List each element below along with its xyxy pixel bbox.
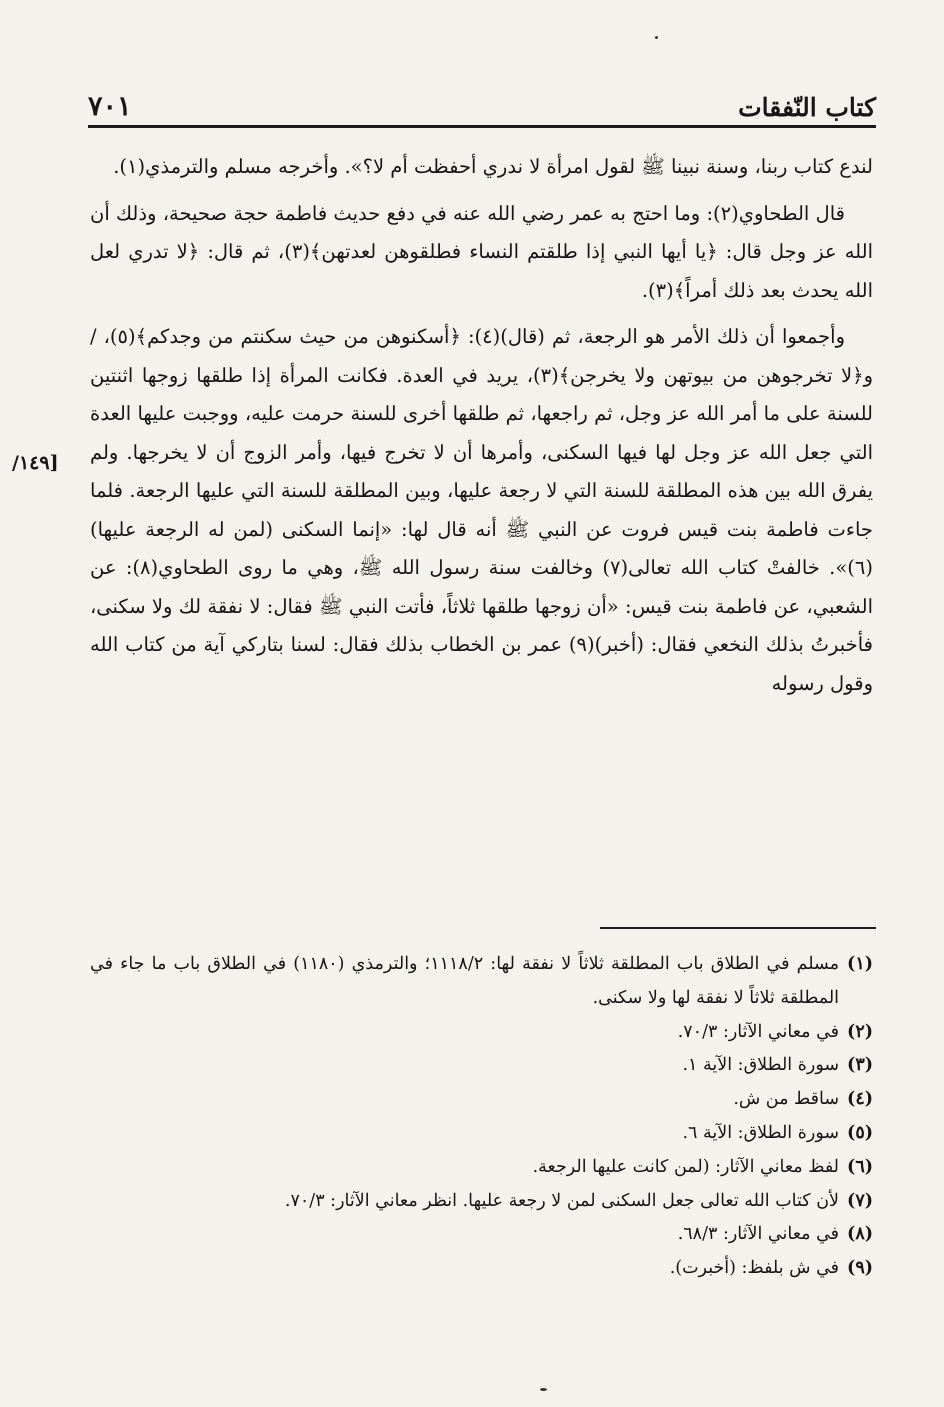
footnote [90, 1252, 873, 1286]
header-rule [88, 125, 876, 128]
paragraph: وأجمعوا أن ذلك الأمر هو الرجعة، ثم (قال)(٤): ﴿أسكنوهن من حيث سكنتم من وجدكم﴾(٥)، / و﴿لا تخرجوهن من بيوتهن ولا يخرجن﴾(٣)، يريد في العدة. فكانت المرأة إذا طلقها زوجها اثنتين للسنة على ما أمر الله عز وجل، ثم راجعها، ثم طلقها أخرى للسنة حرمت عليه، ووجبت عليها العدة التي جعل الله عز وجل لها فيها السكنى، وأمرها أن لا تخرج فيها، وأمر الزوج أن لا يخرجها. ولم يفرق الله بين هذه المطلقة للسنة التي لا رجعة عليها، وبين المطلقة للسنة التي عليها الرجعة. فلما جاءت فاطمة بنت قيس فروت عن النبي ﷺ أنه قال لها: «إنما السكنى (لمن له الرجعة عليها)(٦)». خالفتْ كتاب الله تعالى(٧) وخالفت سنة رسول الله ﷺ، وهي ما روى الطحاوي(٨): عن الشعبي، عن فاطمة بنت قيس: «أن زوجها طلقها ثلاثاً، فأتت النبي ﷺ فقال: لا نفقة لك ولا سكنى، فأخبرتُ بذلك النخعي فقال: (أخبر)(٩) عمر بن الخطاب بذلك فقال: لسنا بتاركي آية من كتاب الله وقول رسوله [90, 325, 874, 695]
footnote-number: (٢) [847, 1021, 873, 1042]
scan-speck [655, 36, 658, 39]
footnote-text: في معاني الآثار: ٧٠/٣. [677, 1021, 840, 1042]
footnote-number: (١) [847, 954, 873, 974]
paragraph: قال الطحاوي(٢): وما احتج به عمر رضي الله عنه في دفع حديث فاطمة حجة صحيحة، وذلك أن الله عز وجل قال: ﴿يا أيها النبي إذا طلقتم النساء فطلقوهن لعدتهن﴾(٣)، ثم قال: ﴿لا تدري لعل الله يحدث بعد ذلك أمراً﴾(٣). [90, 201, 873, 302]
running-header [88, 84, 876, 122]
main-text [90, 148, 873, 711]
paragraph: لندع كتاب ربنا، وسنة نبينا ﷺ لقول امرأة لا ندري أحفظت أم لا؟». وأخرجه مسلم والترمذي(١). [113, 155, 873, 178]
footnote-text: سورة الطلاق: الآية ١. [682, 1055, 840, 1076]
footnote-number: (٦) [847, 1156, 873, 1177]
footnote [90, 948, 873, 1016]
book-title: كتاب النّفقات [738, 93, 876, 122]
footnote-number: (٧) [847, 1190, 873, 1211]
footnote [90, 1185, 873, 1219]
footnote [90, 1083, 873, 1117]
margin-manuscript-reference: [١٤٩/ [12, 452, 59, 474]
footnote-number: (٣) [847, 1055, 873, 1076]
footnote [90, 1151, 873, 1185]
footnote-separator [600, 927, 876, 929]
footnote-text: لفظ معاني الآثار: (لمن كانت عليها الرجعة. [532, 1156, 840, 1177]
footnote-text: سورة الطلاق: الآية ٦. [682, 1122, 840, 1143]
page-number: ٧٠١ [88, 91, 132, 122]
footnote [90, 1218, 873, 1252]
footnote-number: (٩) [847, 1258, 873, 1279]
footnote-number: (٤) [847, 1089, 873, 1110]
footnote [90, 1117, 873, 1151]
footnotes [90, 948, 873, 1286]
footnote-number: (٥) [847, 1122, 873, 1143]
footnote [90, 1049, 873, 1083]
footnote-text: مسلم في الطلاق باب المطلقة ثلاثاً لا نفقة لها: ١١١٨/٢؛ والترمذي (١١٨٠) في الطلاق باب ما جاء في المطلقة ثلاثاً لا نفقة لها ولا سكنى. [90, 954, 840, 1008]
scan-speck [540, 1388, 547, 1391]
footnote [90, 1016, 873, 1050]
footnote-number: (٨) [847, 1224, 873, 1245]
footnote-text: في معاني الآثار: ٦٨/٣. [677, 1224, 840, 1245]
footnote-text: ساقط من ش. [733, 1089, 840, 1110]
footnote-text: لأن كتاب الله تعالى جعل السكنى لمن لا رجعة عليها. انظر معاني الآثار: ٧٠/٣. [284, 1190, 840, 1211]
footnote-text: في ش بلفظ: (أخبرت). [669, 1258, 840, 1279]
